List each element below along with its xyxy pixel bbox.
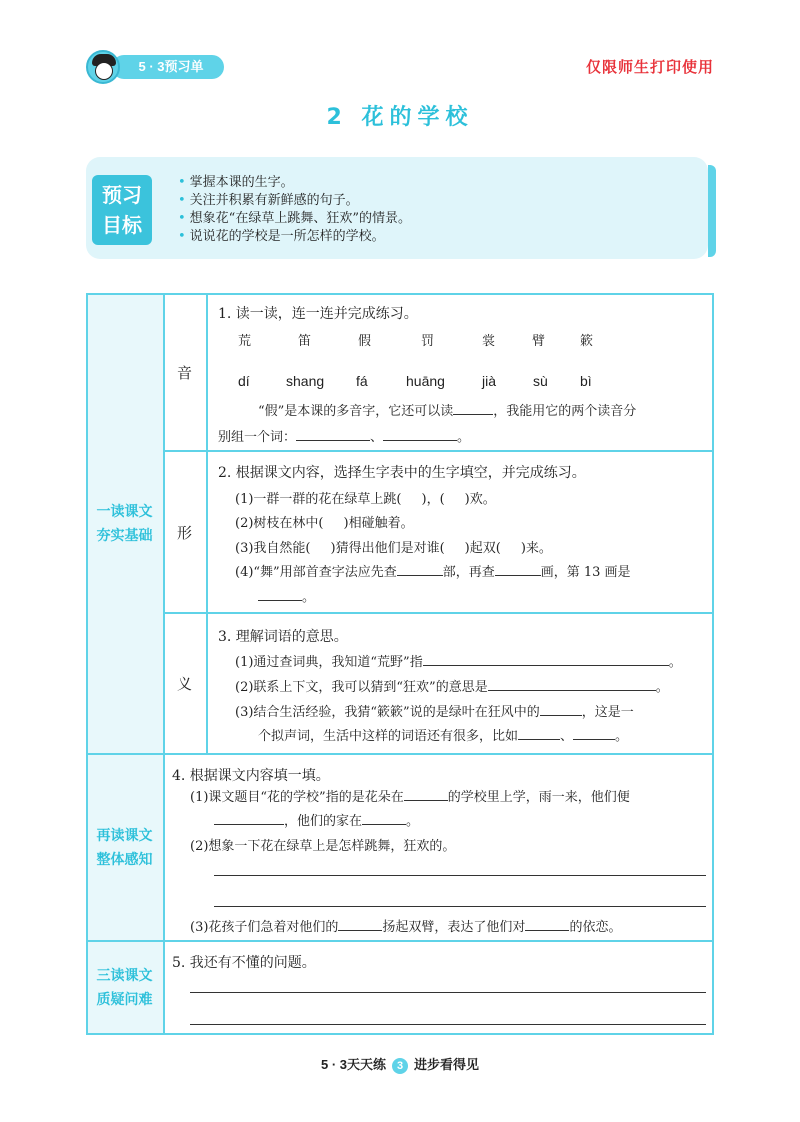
answer-blank[interactable] <box>540 701 582 716</box>
answer-line[interactable] <box>214 875 706 876</box>
q5-title: 5. 我还有不懂的问题。 <box>172 955 316 971</box>
answer-blank[interactable] <box>404 786 448 801</box>
q3-line-4: 个拟声词，生活中这样的词语还有很多，比如 、 。 <box>258 725 628 744</box>
answer-blank[interactable] <box>258 586 302 601</box>
row-divider <box>165 450 714 452</box>
answer-blank[interactable] <box>397 561 443 576</box>
answer-blank[interactable] <box>518 725 560 740</box>
answer-blank[interactable] <box>383 426 457 441</box>
page-footer: 5 · 3天天练 3 进步看得见 <box>320 1057 480 1072</box>
answer-blank[interactable] <box>488 676 656 691</box>
preview-label: 预习 目标 <box>92 175 152 245</box>
answer-blank[interactable] <box>573 725 615 740</box>
sub-label-sound: 音 <box>176 364 192 382</box>
preview-goals <box>188 174 411 246</box>
q2-line-5: 。 <box>258 586 315 605</box>
goal-item: • 想象花“在绿草上跳舞、狂欢”的情景。 <box>188 210 411 228</box>
col-divider <box>206 293 208 754</box>
badge-label: 5 · 3预习单 <box>112 55 224 79</box>
answer-blank[interactable] <box>423 651 669 666</box>
goal-item: • 掌握本课的生字。 <box>188 174 411 192</box>
page-number: 3 <box>392 1058 408 1074</box>
q2-line-1: (1)一群一群的花在绿草上跳( )，( )欢。 <box>235 492 496 507</box>
q1-note: “假”是本课的多音字，它还可以读 ，我能用它的两个读音分 <box>258 400 636 419</box>
section-label-2: 再读课文 整体感知 <box>86 755 163 940</box>
q2-line-3: (3)我自然能( )猜得出他们是对谁( )起双( )来。 <box>235 541 552 556</box>
q1-note-2: 别组一个词： 、 。 <box>218 426 470 445</box>
row-divider <box>86 753 714 755</box>
print-notice: 仅限师生打印使用 <box>585 59 714 76</box>
answer-blank[interactable] <box>525 916 569 931</box>
answer-line[interactable] <box>214 906 706 907</box>
answer-blank[interactable] <box>453 400 493 415</box>
answer-blank[interactable] <box>214 810 284 825</box>
q2-line-2: (2)树枝在林中( )相碰触着。 <box>235 516 414 531</box>
q3-title: 3. 理解词语的意思。 <box>218 629 348 645</box>
answer-line[interactable] <box>190 1024 706 1025</box>
answer-blank[interactable] <box>296 426 370 441</box>
goal-item: • 说说花的学校是一所怎样的学校。 <box>188 228 411 246</box>
lesson-title: 2 花的学校 <box>326 105 474 130</box>
sub-label-meaning: 义 <box>176 675 192 693</box>
answer-blank[interactable] <box>362 810 406 825</box>
cartoon-face-icon <box>86 50 120 84</box>
answer-line[interactable] <box>190 992 706 993</box>
sub-label-form: 形 <box>176 523 192 542</box>
row-divider <box>165 612 714 614</box>
q4-line-1: (1)课文题目“花的学校”指的是花朵在 的学校里上学，雨一来，他们便 <box>190 786 630 805</box>
preview-tab-decoration <box>708 165 716 257</box>
q2-title: 2. 根据课文内容，选择生字表中的生字填空，并完成练习。 <box>218 465 586 481</box>
q4-line-2: ，他们的家在 。 <box>214 810 419 829</box>
section-label-1: 一读课文 夯实基础 <box>86 295 163 753</box>
q3-line-3: (3)结合生活经验，我猜“簌簌”说的是绿叶在狂风中的 ，这是一 <box>235 701 634 720</box>
q3-line-1: (1)通过查词典，我知道“荒野”指 。 <box>235 651 682 670</box>
goal-item: • 关注并积累有新鲜感的句子。 <box>188 192 411 210</box>
q4-line-3: (2)想象一下花在绿草上是怎样跳舞，狂欢的。 <box>190 839 456 854</box>
q4-title: 4. 根据课文内容填一填。 <box>172 768 330 784</box>
q2-line-4: (4)“舞”用部首查字法应先查 部，再查 画，第 13 画是 <box>235 561 631 580</box>
answer-blank[interactable] <box>338 916 382 931</box>
section-label-3: 三读课文 质疑问难 <box>86 942 163 1033</box>
q4-line-4: (3)花孩子们急着对他们的 扬起双臂，表达了他们对 的依恋。 <box>190 916 621 935</box>
row-divider <box>86 940 714 942</box>
q1-title: 1. 读一读，连一连并完成练习。 <box>218 306 418 322</box>
answer-blank[interactable] <box>495 561 541 576</box>
q3-line-2: (2)联系上下文，我可以猜到“狂欢”的意思是 。 <box>235 676 669 695</box>
